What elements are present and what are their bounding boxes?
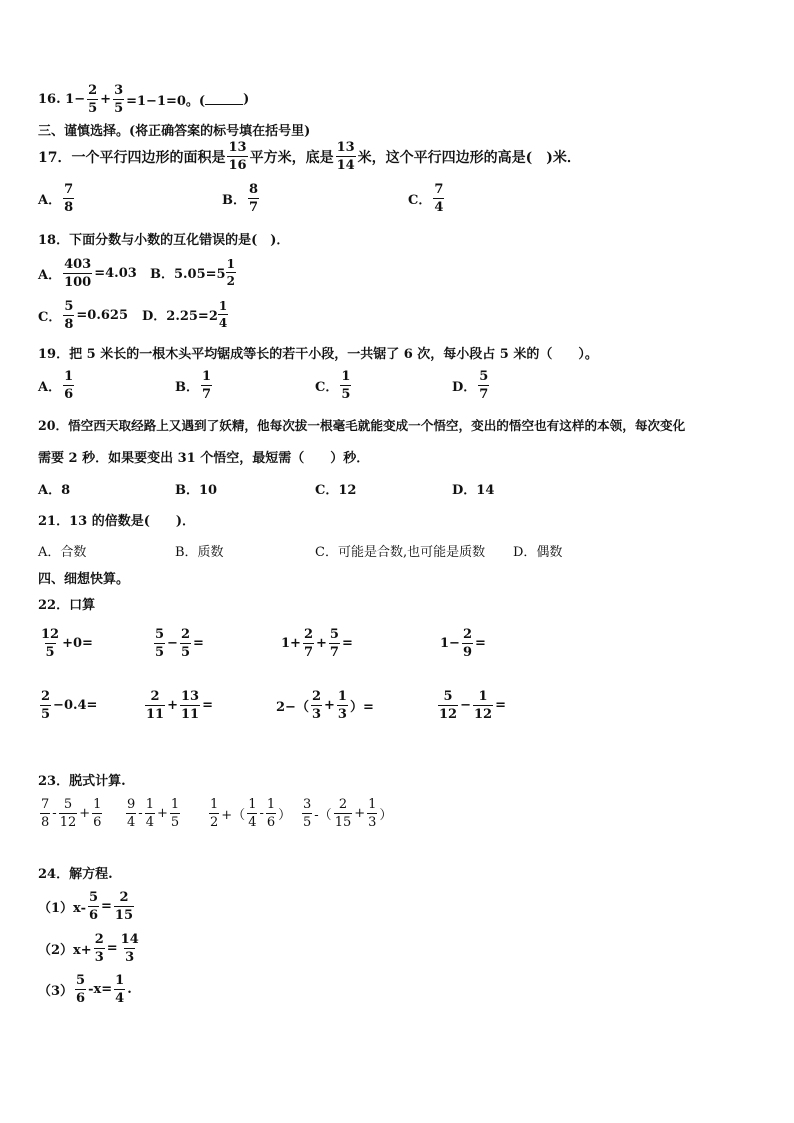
denominator: 11 — [181, 707, 200, 722]
numerator: 5 — [329, 627, 339, 642]
q20-option-b[interactable] — [175, 479, 217, 498]
q17-option-b[interactable] — [222, 183, 261, 214]
equation-label: （2）x+ — [38, 943, 92, 958]
denominator: 2 — [210, 815, 219, 830]
fraction — [145, 798, 155, 829]
option-label: A． — [38, 380, 62, 395]
plus-sign: + — [100, 92, 112, 107]
fraction — [63, 300, 74, 331]
oral-calc-5 — [38, 690, 97, 721]
option-label: A． — [38, 268, 62, 283]
step-calc-2 — [124, 798, 182, 829]
denominator: 100 — [64, 275, 92, 290]
fraction — [340, 370, 351, 401]
fraction — [329, 628, 340, 659]
numerator: 3 — [303, 797, 312, 812]
numerator: 1 — [218, 299, 228, 313]
denominator: 5 — [114, 101, 124, 116]
step-calc-1 — [38, 798, 104, 829]
operator: - — [259, 806, 264, 821]
operator: - — [138, 806, 143, 821]
q16-tail: =1−1=0。( — [126, 94, 206, 109]
q19-option-a[interactable] — [38, 370, 76, 401]
numerator: 1 — [341, 369, 351, 384]
numerator: 1 — [368, 797, 377, 812]
expr-lead: 2−（ — [276, 700, 309, 715]
denominator: 4 — [127, 815, 136, 830]
question-20-line-1 — [38, 415, 685, 434]
question-21 — [38, 510, 195, 529]
q19-stem: 19．把 5 米长的一根木头平均锯成等长的若干小段，一共锯了 6 次，每小段占 5 米的（ ）。 — [38, 347, 598, 362]
numerator: 1 — [64, 369, 74, 384]
denominator: 8 — [64, 317, 74, 332]
numerator: 7 — [41, 797, 50, 812]
fraction — [433, 183, 444, 214]
fraction — [145, 690, 165, 721]
fraction — [114, 974, 125, 1005]
numerator: 5 — [64, 299, 74, 314]
numerator: 2 — [311, 689, 321, 704]
denominator: 3 — [94, 950, 104, 965]
oral-calc-4 — [440, 628, 486, 659]
q17-pre: 17．一个平行四边形的面积是 — [38, 149, 226, 166]
oral-calc-1 — [38, 628, 93, 659]
denominator: 4 — [218, 316, 228, 330]
fraction — [201, 370, 212, 401]
fraction — [180, 628, 191, 659]
fraction — [113, 84, 124, 115]
close-paren: ） — [278, 808, 292, 823]
equation-1 — [38, 891, 136, 922]
denominator: 6 — [93, 815, 102, 830]
denominator: 6 — [76, 991, 86, 1006]
fraction — [87, 84, 98, 115]
fraction — [63, 370, 74, 401]
operator: + — [156, 806, 168, 821]
denominator: 12 — [439, 707, 458, 722]
equation-label: （1）x- — [38, 901, 86, 916]
denominator: 5 — [303, 815, 312, 830]
numerator: 7 — [64, 182, 74, 197]
denominator: 11 — [146, 707, 165, 722]
denominator: 5 — [41, 707, 51, 722]
q21-option-d[interactable] — [513, 541, 562, 560]
denominator: 4 — [145, 815, 154, 830]
expr-lead: 1+ — [281, 636, 301, 651]
q18-option-d[interactable] — [142, 300, 230, 329]
q18-stem: 18．下面分数与小数的互化错误的是( )． — [38, 233, 290, 248]
denominator: 5 — [155, 645, 165, 660]
fraction — [126, 798, 136, 829]
fraction — [180, 690, 200, 721]
numerator: 8 — [249, 182, 259, 197]
fraction — [266, 798, 276, 829]
expr-tail: = — [341, 636, 353, 651]
numerator: 1 — [145, 797, 154, 812]
numerator: 13 — [181, 689, 200, 704]
numerator: 1 — [478, 689, 488, 704]
denominator: 9 — [462, 645, 472, 660]
numerator: 5 — [88, 890, 99, 905]
q19-option-b[interactable] — [175, 370, 214, 401]
equation-3 — [38, 974, 132, 1005]
numerator: 1 — [115, 973, 125, 988]
numerator: 403 — [64, 257, 92, 272]
denominator: 5 — [180, 645, 190, 660]
question-16 — [38, 84, 249, 115]
question-24-title — [38, 863, 113, 882]
fraction — [302, 798, 312, 829]
numerator: 5 — [76, 973, 86, 988]
operator: − — [460, 698, 471, 713]
option-label: B．质数 — [175, 545, 224, 560]
denominator: 15 — [114, 908, 134, 923]
equation-mid: -x= — [88, 982, 113, 997]
q21-stem: 21．13 的倍数是( )． — [38, 514, 196, 529]
q20-text: 需要 2 秒．如果要变出 31 个悟空，最短需（ ）秒． — [38, 451, 370, 466]
equation-label: （3） — [38, 984, 74, 999]
q16-number: 16. — [38, 92, 61, 107]
q17-post: 米，这个平行四边形的高是( )米． — [357, 149, 581, 166]
numerator: 2 — [88, 83, 98, 98]
fraction — [438, 690, 458, 721]
expr-tail: ）= — [349, 700, 374, 715]
expr-lead: 1− — [440, 636, 460, 651]
numerator: 2 — [303, 627, 313, 642]
expr-tail: = — [193, 636, 204, 651]
fraction — [92, 798, 102, 829]
numerator: 12 — [41, 627, 60, 642]
q19-option-c[interactable] — [315, 370, 353, 401]
fraction — [114, 891, 134, 922]
fraction — [247, 798, 257, 829]
numerator: 1 — [93, 797, 102, 812]
denominator: 7 — [202, 387, 212, 402]
option-label: C．可能是合数,也可能是质数 — [315, 545, 486, 560]
question-18 — [38, 229, 289, 248]
denominator: 3 — [311, 707, 321, 722]
option-label: A．合数 — [38, 545, 87, 560]
denominator: 3 — [337, 707, 347, 722]
q23-title-text: 23．脱式计算. — [38, 774, 126, 789]
question-20-line-2 — [38, 447, 369, 466]
denominator: 6 — [88, 908, 99, 923]
section-4-heading — [38, 568, 129, 587]
q19-option-d[interactable] — [452, 370, 491, 401]
option-label: B．10 — [175, 483, 218, 498]
denominator: 4 — [115, 991, 125, 1006]
fraction — [88, 891, 99, 922]
fraction — [337, 690, 348, 721]
q21-option-c[interactable] — [315, 541, 485, 560]
fraction — [94, 933, 105, 964]
numerator: 1 — [337, 689, 347, 704]
expr-tail: = — [475, 636, 486, 651]
fraction — [120, 933, 140, 964]
denominator: 6 — [64, 387, 74, 402]
denominator: 5 — [45, 645, 55, 660]
section-3-heading — [38, 120, 310, 139]
fraction — [478, 370, 489, 401]
answer-blank[interactable] — [205, 94, 243, 105]
q18-option-b[interactable] — [150, 258, 238, 287]
denominator: 5 — [88, 101, 98, 116]
denominator: 8 — [41, 815, 50, 830]
close-paren: ） — [379, 808, 393, 823]
option-text: =0.625 — [76, 308, 129, 323]
fraction — [218, 300, 228, 329]
oral-calc-7 — [276, 690, 374, 721]
q20-text: 20．悟空西天取经路上又遇到了妖精，他每次拔一根毫毛就能变成一个悟空，变出的悟空也有这样的本领，每次变化 — [38, 418, 686, 433]
fraction — [462, 628, 473, 659]
denominator: 3 — [125, 950, 135, 965]
fraction — [40, 628, 60, 659]
equals-sign: = — [106, 941, 118, 956]
q21-option-a[interactable] — [38, 541, 86, 560]
denominator: 2 — [226, 274, 235, 288]
fraction — [63, 258, 92, 289]
fraction — [63, 183, 74, 214]
denominator: 16 — [228, 158, 247, 173]
question-19 — [38, 343, 598, 362]
denominator: 7 — [479, 387, 489, 402]
option-label: B．5.05=5 — [150, 267, 226, 282]
q22-title-text: 22．口算 — [38, 598, 96, 613]
section-4-text: 四、细想快算。 — [38, 572, 130, 587]
option-label: C． — [408, 193, 432, 208]
q18-option-a[interactable] — [38, 258, 137, 289]
section-3-text: 三、谨慎选择。(将正确答案的标号填在括号里) — [38, 124, 311, 139]
fraction — [226, 258, 236, 287]
fraction — [75, 974, 86, 1005]
q20-option-d[interactable] — [452, 479, 494, 498]
option-label: C． — [38, 310, 62, 325]
fraction — [473, 690, 493, 721]
option-label: B． — [222, 193, 246, 208]
q17-option-c[interactable] — [408, 183, 446, 214]
question-23-title — [38, 770, 126, 789]
numerator: 5 — [443, 689, 453, 704]
numerator: 1 — [170, 797, 180, 812]
q20-option-a[interactable] — [38, 479, 70, 498]
denominator: 12 — [474, 707, 493, 722]
oral-calc-6 — [143, 690, 213, 721]
option-label: D．偶数 — [513, 545, 563, 560]
denominator: 7 — [303, 645, 313, 660]
fraction — [170, 798, 180, 829]
equation-2 — [38, 933, 142, 964]
denominator: 14 — [336, 158, 355, 173]
fraction — [367, 798, 377, 829]
operator: + — [316, 636, 327, 651]
numerator: 2 — [338, 797, 348, 812]
numerator: 2 — [150, 689, 160, 704]
equals-sign: = — [101, 899, 112, 914]
denominator: 3 — [368, 815, 377, 830]
operator: - — [52, 806, 57, 821]
denominator: 7 — [329, 645, 339, 660]
fraction — [227, 141, 247, 172]
denominator: 4 — [434, 200, 444, 215]
operator: + — [167, 698, 178, 713]
numerator: 13 — [336, 140, 355, 155]
numerator: 2 — [119, 890, 129, 905]
denominator: 7 — [249, 200, 259, 215]
oral-calc-3 — [281, 628, 353, 659]
option-label: A．8 — [38, 483, 71, 498]
oral-calc-2 — [152, 628, 204, 659]
q17-option-a[interactable] — [38, 183, 76, 214]
option-label: D． — [452, 380, 477, 395]
q21-option-b[interactable] — [175, 541, 224, 560]
option-label: D．2.25=2 — [142, 309, 218, 324]
numerator: 7 — [434, 182, 444, 197]
fraction — [336, 141, 356, 172]
numerator: 2 — [41, 689, 51, 704]
option-text: =4.03 — [94, 266, 137, 281]
fraction — [209, 798, 219, 829]
denominator: 5 — [170, 815, 180, 830]
operator: + — [79, 806, 91, 821]
operator: + — [354, 806, 366, 821]
oral-calc-8 — [436, 690, 506, 721]
fraction — [334, 798, 353, 829]
option-label: C．12 — [315, 483, 357, 498]
fraction — [154, 628, 165, 659]
fraction — [40, 798, 50, 829]
numerator: 5 — [155, 627, 165, 642]
q24-title-text: 24．解方程. — [38, 867, 113, 882]
fraction — [248, 183, 259, 214]
q17-mid: 平方米，底是 — [249, 149, 334, 166]
option-label: D．14 — [452, 483, 495, 498]
numerator: 1 — [248, 797, 257, 812]
denominator: 12 — [59, 815, 77, 830]
expr-tail: −0.4= — [53, 698, 98, 713]
denominator: 6 — [266, 815, 276, 830]
expr-tail: = — [202, 698, 213, 713]
numerator: 5 — [479, 369, 489, 384]
numerator: 3 — [114, 83, 124, 98]
fraction — [311, 690, 322, 721]
numerator: 1 — [226, 257, 235, 271]
fraction — [40, 690, 51, 721]
numerator: 1 — [210, 797, 219, 812]
denominator: 8 — [64, 200, 74, 215]
numerator: 14 — [120, 932, 139, 947]
operator: +（ — [221, 808, 246, 823]
option-label: C． — [315, 380, 339, 395]
expr-tail: +0= — [62, 636, 93, 651]
numerator: 1 — [202, 369, 212, 384]
step-calc-4 — [300, 798, 392, 829]
expr-tail: = — [495, 698, 506, 713]
question-22-title — [38, 594, 95, 613]
close-paren: ) — [243, 92, 250, 107]
period: . — [127, 982, 132, 997]
numerator: 9 — [127, 797, 136, 812]
denominator: 4 — [248, 815, 257, 830]
operator: -（ — [314, 808, 332, 823]
operator: − — [167, 636, 178, 651]
numerator: 2 — [94, 932, 104, 947]
operator: + — [324, 698, 335, 713]
option-label: B． — [175, 380, 199, 395]
fraction — [59, 798, 78, 829]
denominator: 5 — [341, 387, 351, 402]
numerator: 13 — [228, 140, 247, 155]
numerator: 5 — [63, 797, 73, 812]
option-label: A． — [38, 193, 62, 208]
question-17 — [38, 141, 581, 172]
numerator: 1 — [266, 797, 276, 812]
q20-option-c[interactable] — [315, 479, 356, 498]
fraction — [303, 628, 314, 659]
q16-lead: 1− — [65, 92, 86, 107]
q18-option-c[interactable] — [38, 300, 128, 331]
step-calc-3 — [207, 798, 291, 829]
denominator: 15 — [334, 815, 352, 830]
numerator: 2 — [462, 627, 472, 642]
numerator: 2 — [180, 627, 190, 642]
